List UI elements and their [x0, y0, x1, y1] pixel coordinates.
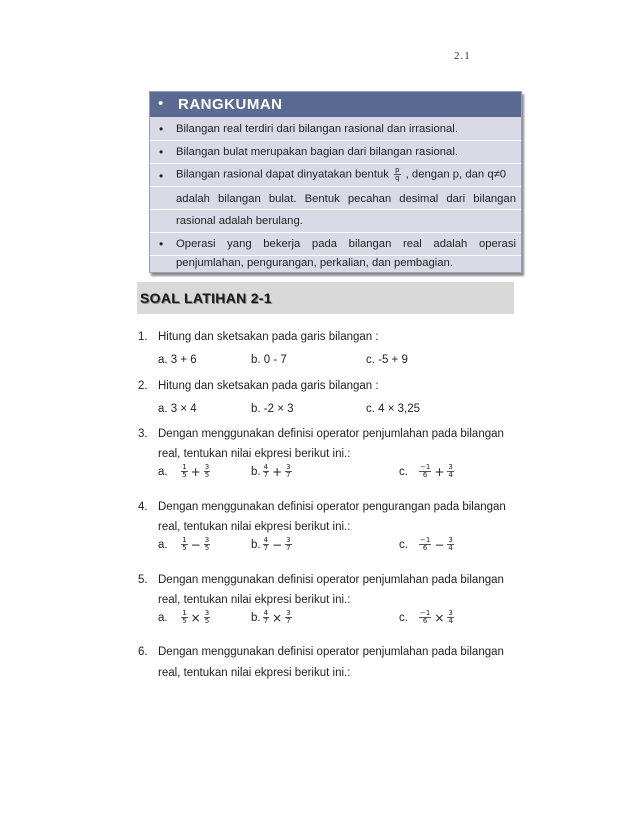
exercise-text: Hitung dan sketsakan pada garis bilangan : [158, 331, 379, 343]
exercise-text: Dengan menggunakan definisi operator pengurangan pada bilangan [158, 501, 506, 513]
fraction: $\frac{3}{5}$ [204, 536, 210, 552]
summary-item-text: Bilangan real terdiri dari bilangan rasional dan irrasional. [176, 123, 458, 135]
summary-bullet: • [159, 169, 164, 183]
option-a: a. 3 + 6 [158, 354, 197, 366]
option-label: a. [158, 611, 168, 624]
option-b: b. 0 - 7 [251, 354, 287, 366]
fraction: $\frac{-1}{6}$ [420, 463, 431, 479]
fraction: $\frac{-1}{6}$ [420, 536, 431, 552]
exercise-text: real, tentukan nilai ekpresi berikut ini.: [158, 448, 351, 460]
exercise-number: 4. [138, 501, 148, 513]
exercise-number: 5. [138, 574, 148, 586]
fraction: $\frac{-1}{6}$ [420, 609, 431, 625]
option-c [399, 464, 456, 479]
fraction: $\frac{3}{4}$ [448, 536, 453, 552]
option-a: a. 3 × 4 [158, 403, 197, 415]
exercise-text: Dengan menggunakan definisi operator penjumlahan pada bilangan [158, 646, 504, 658]
plus-operator: + [272, 464, 283, 479]
fraction: $\frac{3}{7}$ [286, 463, 291, 479]
exercise-text: Dengan menggunakan definisi operator penjumlahan pada bilangan [158, 574, 504, 586]
times-operator: × [190, 610, 201, 625]
option-label: b. [251, 611, 261, 624]
fraction: $\frac{3}{5}$ [204, 609, 210, 625]
option-label: c. [399, 538, 408, 551]
exercise-text: Dengan menggunakan definisi operator penjumlahan pada bilangan [158, 428, 504, 440]
fraction: $\frac{3}{5}$ [204, 463, 210, 479]
option-label: b. [251, 538, 261, 551]
summary-item-text-before: Bilangan rasional dapat dinyatakan bentuk [176, 168, 389, 181]
fraction: $\frac{4}{7}$ [263, 609, 269, 625]
summary-bullet: • [159, 237, 164, 251]
times-operator: × [272, 610, 283, 625]
exercise-4-line [138, 501, 506, 513]
exercise-3-line [138, 428, 504, 440]
summary-item-text: Bilangan bulat merupakan bagian dari bilangan rasional. [176, 146, 458, 158]
summary-item-text: adalah bilangan bulat. Bentuk pecahan desimal dari bilangan [176, 193, 516, 205]
exercise-6-line2 [138, 667, 350, 679]
fraction-numerator: p [395, 166, 400, 174]
option-label: c. [399, 611, 408, 624]
option-a [158, 464, 212, 479]
times-operator: × [434, 610, 445, 625]
fraction: $\frac{3}{4}$ [448, 609, 453, 625]
summary-item-text [176, 167, 506, 182]
summary-header [150, 92, 521, 117]
option-c [399, 537, 456, 552]
option-c: c. 4 × 3,25 [366, 403, 421, 415]
minus-operator: − [434, 537, 445, 552]
exercise-5-line [138, 574, 504, 586]
summary-item-text: Operasi yang bekerja pada bilangan real adalah operasi [176, 238, 516, 250]
exercise-2-line [138, 380, 379, 392]
exercise-6-line [138, 646, 504, 658]
minus-operator: − [190, 537, 201, 552]
fraction: $\frac{4}{7}$ [263, 463, 269, 479]
option-label: a. [158, 538, 168, 551]
exercise-text: Hitung dan sketsakan pada garis bilangan : [158, 380, 379, 392]
summary-item-continuation [150, 210, 521, 233]
exercise-number: 1. [138, 331, 148, 343]
option-label: a. [158, 465, 168, 478]
exercise-1-line [138, 331, 379, 343]
plus-operator: + [434, 464, 445, 479]
page-number: 2.1 [454, 50, 471, 62]
exercise-number: 2. [138, 380, 148, 392]
summary-item-continuation [150, 255, 521, 277]
option-c [399, 610, 456, 625]
summary-title: RANGKUMAN [178, 96, 283, 113]
summary-bullet: • [159, 122, 164, 136]
summary-item-text: penjumlahan, pengurangan, perkalian, dan pembagian. [176, 257, 453, 269]
plus-operator: + [190, 464, 201, 479]
fraction: $\frac{4}{7}$ [263, 536, 269, 552]
section-title: SOAL LATIHAN 2-1 [140, 290, 272, 306]
fraction: $\frac{1}{5}$ [182, 609, 187, 625]
fraction: $\frac{1}{5}$ [182, 463, 187, 479]
exercise-4-line2 [138, 521, 350, 533]
summary-box [149, 91, 522, 273]
exercise-text: real, tentukan nilai ekpresi berikut ini.: [158, 521, 351, 533]
summary-item-continuation [150, 187, 521, 210]
summary-item [150, 233, 521, 256]
option-b [251, 537, 294, 552]
summary-header-bullet: • [158, 95, 164, 112]
exercise-3-line2 [138, 448, 350, 460]
minus-operator: − [272, 537, 283, 552]
fraction: $\frac{1}{5}$ [182, 536, 187, 552]
summary-item [150, 141, 521, 164]
option-c: c. -5 + 9 [366, 354, 408, 366]
fraction: $\frac{3}{4}$ [448, 463, 453, 479]
exercise-5-line2 [138, 594, 350, 606]
option-label: c. [399, 465, 408, 478]
fraction: $\frac{3}{7}$ [286, 536, 291, 552]
exercise-number: 3. [138, 428, 148, 440]
exercise-text: real, tentukan nilai ekpresi berikut ini.: [158, 594, 351, 606]
exercise-number: 6. [138, 646, 148, 658]
option-b [251, 464, 294, 479]
option-a [158, 537, 212, 552]
summary-bullet: • [159, 145, 164, 159]
option-label: b. [251, 465, 261, 478]
option-b [251, 610, 294, 625]
summary-item-text: rasional adalah berulang. [176, 215, 303, 227]
fraction-denominator: q [395, 174, 400, 182]
summary-item [150, 118, 521, 141]
option-b: b. -2 × 3 [251, 403, 294, 415]
fraction-p-over-q [394, 167, 400, 182]
summary-item [150, 164, 521, 187]
fraction: $\frac{3}{7}$ [286, 609, 291, 625]
summary-item-text-after: , dengan p, dan q≠0 [405, 168, 507, 181]
option-a [158, 610, 212, 625]
section-header [137, 282, 514, 314]
exercise-text: real, tentukan nilai ekpresi berikut ini.: [158, 667, 351, 679]
